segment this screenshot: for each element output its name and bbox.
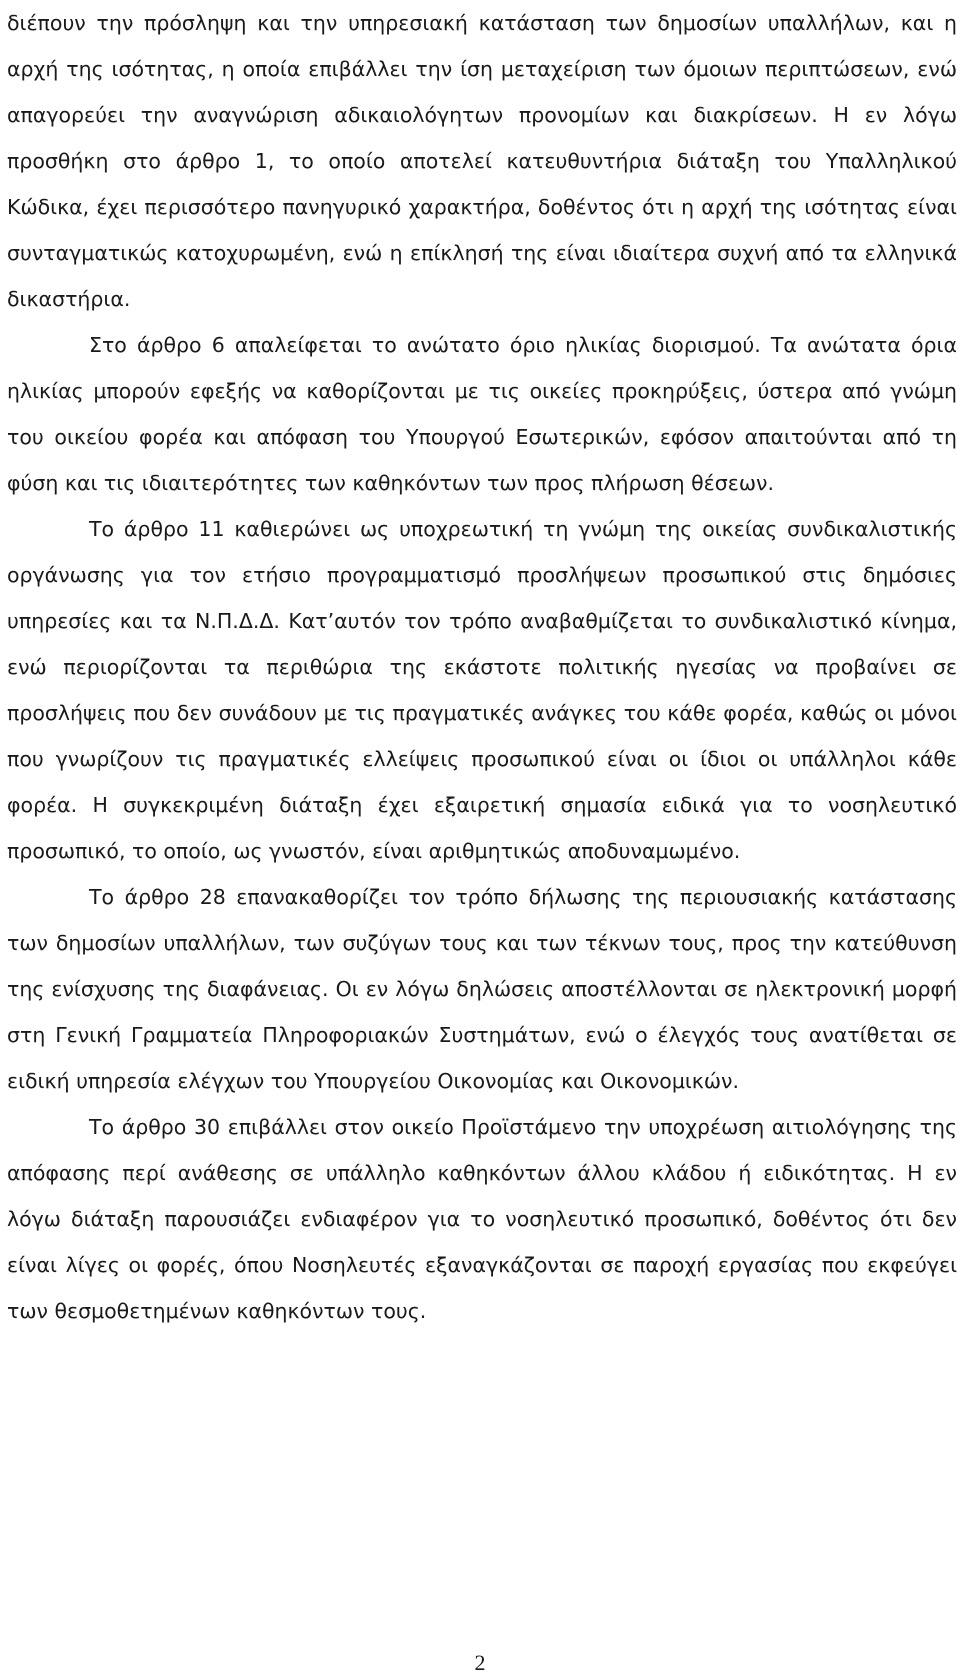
paragraph-3: Το άρθρο 11 καθιερώνει ως υποχρεωτική τη γνώμη της οικείας συνδικαλιστικής οργάνωσης για τον ετήσιο προγραμματισμό προσλήψεων προσωπικού στις δημόσιες υπηρεσίες και τα Ν.Π.Δ.Δ. Κατ’αυτόν τον τρόπο αναβαθμίζεται το συνδικαλιστικό κίνημα, ενώ περιορίζονται τα περιθώρια της εκάστοτε πολιτικής ηγεσίας να προβαίνει σε προσλήψεις που δεν συνάδουν με τις πραγματικές ανάγκες του κάθε φορέα, καθώς οι μόνοι που γνωρίζουν τις πραγματικές ελλείψεις προσωπικού είναι οι ίδιοι οι υπάλληλοι κάθε φορέα. Η συγκεκριμένη διάταξη έχει εξαιρετική σημασία ειδικά για το νοσηλευτικό προσωπικό, το οποίο, ως γνωστόν, είναι αριθμητικώς αποδυναμωμένο. [7, 517, 957, 863]
paragraph-4: Το άρθρο 28 επανακαθορίζει τον τρόπο δήλωσης της περιουσιακής κατάστασης των δημοσίων υπαλλήλων, των συζύγων τους και των τέκνων τους, προς την κατεύθυνση της ενίσχυσης της διαφάνειας. Οι εν λόγω δηλώσεις αποστέλλονται σε ηλεκτρονική μορφή στη Γενική Γραμματεία Πληροφοριακών Συστημάτων, ενώ ο έλεγχός τους ανατίθεται σε ειδική υπηρεσία ελέγχων του Υπουργείου Οικονομίας και Οικονομικών. [7, 885, 957, 1093]
paragraph-5: Το άρθρο 30 επιβάλλει στον οικείο Προϊστάμενο την υποχρέωση αιτιολόγησης της απόφασης περί ανάθεσης σε υπάλληλο καθηκόντων άλλου κλάδου ή ειδικότητας. Η εν λόγω διάταξη παρουσιάζει ενδιαφέρον για το νοσηλευτικό προσωπικό, δοθέντος ότι δεν είναι λίγες οι φορές, όπου Νοσηλευτές εξαναγκάζονται σε παροχή εργασίας που εκφεύγει των θεσμοθετημένων καθηκόντων τους. [7, 1115, 957, 1323]
page-number: 2 [474, 1650, 486, 1675]
paragraph-2: Στο άρθρο 6 απαλείφεται το ανώτατο όριο ηλικίας διορισμού. Τα ανώτατα όρια ηλικίας μπορούν εφεξής να καθορίζονται με τις οικείες προκηρύξεις, ύστερα από γνώμη του οικείου φορέα και απόφαση του Υπουργού Εσωτερικών, εφόσον απαιτούνται από τη φύση και τις ιδιαιτερότητες των καθηκόντων των προς πλήρωση θέσεων. [7, 333, 957, 495]
paragraph-1: διέπουν την πρόσληψη και την υπηρεσιακή κατάσταση των δημοσίων υπαλλήλων, και η αρχή της ισότητας, η οποία επιβάλλει την ίση μεταχείριση των όμοιων περιπτώσεων, ενώ απαγορεύει την αναγνώριση αδικαιολόγητων προνομίων και διακρίσεων. Η εν λόγω προσθήκη στο άρθρο 1, το οποίο αποτελεί κατευθυντήρια διάταξη του Υπαλληλικού Κώδικα, έχει περισσότερο πανηγυρικό χαρακτήρα, δοθέντος ότι η αρχή της ισότητας είναι συνταγματικώς κατοχυρωμένη, ενώ η επίκλησή της είναι ιδιαίτερα συχνή από τα ελληνικά δικαστήρια. [7, 11, 957, 311]
document-body [7, 0, 957, 1334]
